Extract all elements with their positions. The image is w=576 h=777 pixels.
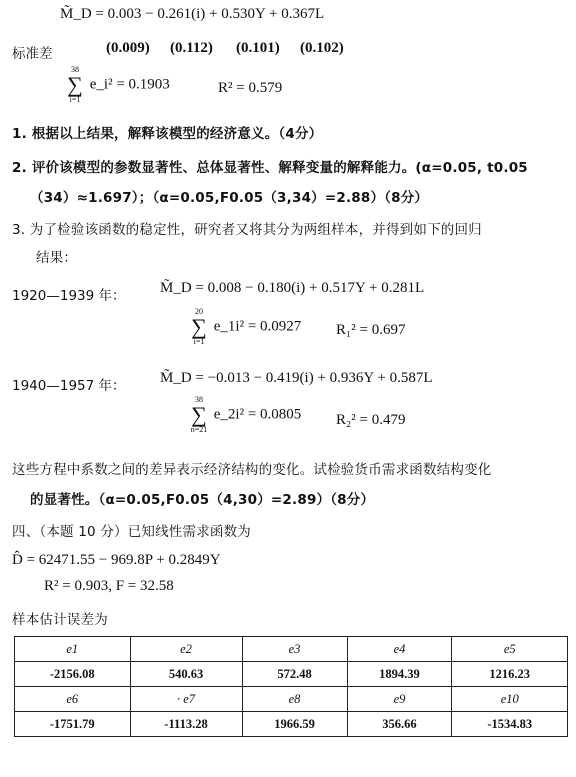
rss-value: e_1i² = 0.0927: [213, 318, 302, 335]
table-header-cell: · e7: [130, 687, 242, 712]
period-2-r2: R₂² = 0.479: [336, 412, 406, 428]
table-cell: -2156.08: [15, 662, 131, 687]
se-value-3: (0.101): [236, 40, 280, 56]
table-row: [15, 662, 568, 687]
sum-upper: 20: [195, 307, 203, 316]
main-equation: M̃_D = 0.003 − 0.261(i) + 0.530Y + 0.367L: [60, 6, 325, 22]
sum-lower: i=1: [69, 95, 81, 104]
table-cell: 540.63: [130, 662, 242, 687]
sum-upper: 38: [71, 65, 79, 74]
period-2-equation: M̃_D = −0.013 − 0.419(i) + 0.936Y + 0.587L: [160, 370, 433, 386]
main-rss: [64, 66, 170, 104]
table-header-cell: e6: [15, 687, 131, 712]
period-1-label: 1920—1939 年：: [12, 288, 126, 304]
table-cell: -1751.79: [15, 712, 131, 737]
table-cell: 356.66: [347, 712, 452, 737]
table-header-cell: e8: [242, 687, 347, 712]
table-cell: 1966.59: [242, 712, 347, 737]
sum-lower: n=21: [190, 425, 208, 434]
table-row: [15, 712, 568, 737]
question-2-line-2: （34）≈1.697）；（α=0.05,F0.05（3,34）=2.88）（8分）: [30, 190, 429, 206]
table-header-row: [15, 687, 568, 712]
period-2-label: 1940—1957 年：: [12, 378, 126, 394]
table-cell: 1894.39: [347, 662, 452, 687]
demand-stats: R² = 0.903, F = 32.58: [44, 578, 174, 594]
table-header-cell: e5: [452, 637, 568, 662]
question-1: 1. 根据以上结果，解释该模型的经济意义。（4分）: [12, 126, 323, 142]
table-header-cell: e9: [347, 687, 452, 712]
demand-equation: D̂ = 62471.55 − 969.8P + 0.2849Y: [12, 552, 221, 568]
se-value-2: (0.112): [170, 40, 213, 56]
table-header-cell: e1: [15, 637, 131, 662]
table-header-cell: e2: [130, 637, 242, 662]
table-cell: 572.48: [242, 662, 347, 687]
structure-question-line-2: 的显著性。（α=0.05,F0.05（4,30）=2.89）（8分）: [30, 492, 375, 508]
main-r2: R² = 0.579: [218, 80, 283, 96]
rss-value: e_i² = 0.1903: [89, 76, 170, 93]
sum-symbol: 38 ∑ n=21: [188, 396, 210, 434]
table-cell: 1216.23: [452, 662, 568, 687]
se-label: 标准差: [12, 46, 53, 62]
sum-lower: i=1: [193, 337, 205, 346]
sum-upper: 38: [195, 395, 203, 404]
question-3-line-2: 结果：: [36, 250, 78, 266]
question-3-line-1: 3. 为了检验该函数的稳定性，研究者又将其分为两组样本，并得到如下的回归: [12, 222, 482, 238]
se-value-1: (0.009): [106, 40, 150, 56]
sum-symbol: 20 ∑ i=1: [188, 308, 210, 346]
table-cell: -1534.83: [452, 712, 568, 737]
residual-table: [14, 636, 568, 737]
table-header-cell: e4: [347, 637, 452, 662]
period-1-r2: R₁² = 0.697: [336, 322, 406, 338]
structure-question-line-1: 这些方程中系数之间的差异表示经济结构的变化。试检验货币需求函数结构变化: [12, 462, 492, 478]
table-header-cell: e10: [452, 687, 568, 712]
rss-value: e_2i² = 0.0805: [213, 406, 302, 423]
table-header-cell: e3: [242, 637, 347, 662]
period-1-rss: [188, 308, 301, 346]
table-header-row: [15, 637, 568, 662]
se-value-4: (0.102): [300, 40, 344, 56]
period-1-equation: M̃_D = 0.008 − 0.180(i) + 0.517Y + 0.281L: [160, 280, 425, 296]
question-2-line-1: 2. 评价该模型的参数显著性、总体显著性、解释变量的解释能力。(α=0.05, t0.05: [12, 160, 528, 176]
part-4-heading: 四、（本题 10 分）已知线性需求函数为: [12, 524, 252, 540]
period-2-rss: [188, 396, 301, 434]
table-cell: -1113.28: [130, 712, 242, 737]
sum-symbol: 38 ∑ i=1: [64, 66, 86, 104]
residual-label: 样本估计误差为: [12, 612, 108, 628]
